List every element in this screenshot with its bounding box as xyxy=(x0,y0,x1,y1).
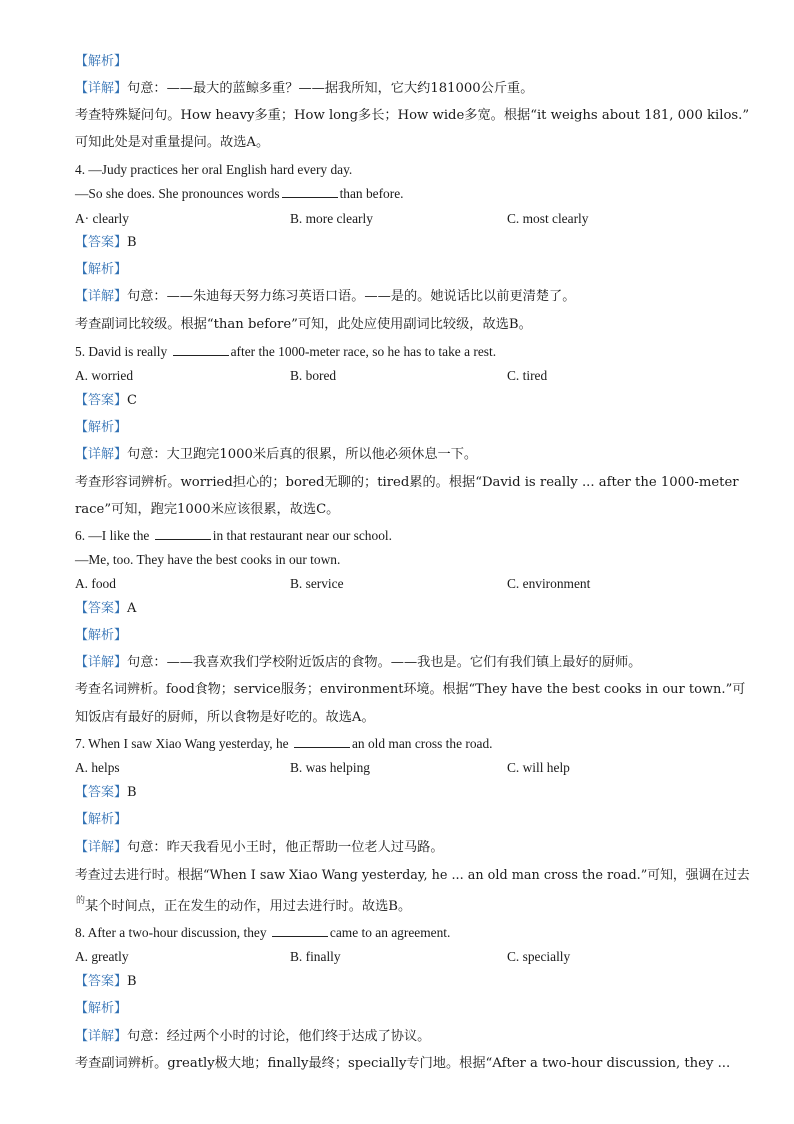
explanation-text: 考查特殊疑问句。How heavy多重；How long多长；How wide多宽。根据“it weighs about 181, 000 kilos.” xyxy=(75,108,750,123)
option-b: B. more clearly xyxy=(290,211,373,226)
answer-blank xyxy=(294,737,350,748)
section-tag: 【答案】 xyxy=(75,601,128,616)
text-span: came to an agreement. xyxy=(329,925,451,940)
text-span: 句意：昨天我看见小王时，他正帮助一位老人过马路。 xyxy=(127,840,444,855)
answer-line xyxy=(75,601,136,617)
text-span: than before. xyxy=(339,186,404,201)
section-tag: 【解析】 xyxy=(75,262,128,277)
explanation-text: 考查过去进行时。根据“When I saw Xiao Wang yesterday, he ... an old man cross the road.”可知，强调在过去 xyxy=(75,868,750,883)
section-tag: 【解析】 xyxy=(75,54,128,69)
analysis-heading xyxy=(75,420,127,436)
question-stem xyxy=(75,344,496,360)
text-span: 句意：大卫跑完1000米后真的很累，所以他必须休息一下。 xyxy=(127,447,478,462)
option-c: C. environment xyxy=(507,576,591,591)
analysis-heading xyxy=(75,54,127,70)
text-span: 7. When I saw Xiao Wang yesterday, he xyxy=(75,736,289,751)
text-span: 5. David is really xyxy=(75,344,168,359)
text-span: A xyxy=(127,601,137,616)
option-a: A· clearly xyxy=(75,211,129,226)
explanation-text: race”可知，跑完1000米应该很累，故选C。 xyxy=(75,502,340,517)
answer-line xyxy=(75,393,137,409)
question-stem: 4. —Judy practices her oral English hard every day. xyxy=(75,162,353,177)
text-span: an old man cross the road. xyxy=(351,736,493,751)
answer-blank xyxy=(282,187,338,198)
detail-paragraph xyxy=(75,447,477,463)
text-span: C xyxy=(127,393,137,408)
option-a: A. helps xyxy=(75,760,120,775)
option-b: B. service xyxy=(290,576,344,591)
option-b: B. was helping xyxy=(290,760,370,775)
section-tag: 【详解】 xyxy=(75,81,128,96)
explanation-text: 考查副词比较级。根据“than before”可知，此处应使用副词比较级，故选B。 xyxy=(75,317,532,332)
option-b: B. finally xyxy=(290,949,341,964)
answer-blank xyxy=(272,926,328,937)
analysis-heading xyxy=(75,1001,127,1017)
section-tag: 【答案】 xyxy=(75,235,128,250)
option-c: C. tired xyxy=(507,368,548,383)
section-tag: 【详解】 xyxy=(75,1029,128,1044)
explanation-text: 考查副词辨析。greatly极大地；finally最终；specially专门地。根据“After a two-hour discussion, they ... xyxy=(75,1056,731,1071)
text-span: 句意：——最大的蓝鲸多重？——据我所知，它大约181000公斤重。 xyxy=(127,81,534,96)
option-c: C. specially xyxy=(507,949,571,964)
section-tag: 【详解】 xyxy=(75,655,128,670)
section-tag: 【解析】 xyxy=(75,812,128,827)
margin-mark: 的 xyxy=(76,896,86,906)
text-span: B xyxy=(127,235,137,250)
option-b: B. bored xyxy=(290,368,337,383)
text-span: B xyxy=(127,974,137,989)
section-tag: 【答案】 xyxy=(75,785,128,800)
explanation-text: 知饭店有最好的厨师，所以食物是好吃的。故选A。 xyxy=(75,710,375,725)
text-span: 8. After a two-hour discussion, they xyxy=(75,925,267,940)
option-a: A. greatly xyxy=(75,949,129,964)
answer-blank xyxy=(155,529,211,540)
answer-line xyxy=(75,235,137,251)
detail-paragraph xyxy=(75,81,533,97)
explanation-text: 可知此处是对重量提问。故选A。 xyxy=(75,135,270,150)
answer-line xyxy=(75,785,137,801)
section-tag: 【详解】 xyxy=(75,289,128,304)
answer-blank xyxy=(173,345,229,356)
text-span: in that restaurant near our school. xyxy=(212,528,392,543)
text-span: after the 1000-meter race, so he has to take a rest. xyxy=(230,344,497,359)
section-tag: 【解析】 xyxy=(75,1001,128,1016)
section-tag: 【解析】 xyxy=(75,628,128,643)
detail-paragraph xyxy=(75,289,575,305)
question-stem xyxy=(75,925,450,941)
text-span: 句意：经过两个小时的讨论，他们终于达成了协议。 xyxy=(127,1029,431,1044)
detail-paragraph xyxy=(75,655,641,671)
detail-paragraph xyxy=(75,840,444,856)
question-stem xyxy=(75,736,493,752)
text-span: 句意：——我喜欢我们学校附近饭店的食物。——我也是。它们有我们镇上最好的厨师。 xyxy=(127,655,642,670)
explanation-text: 考查名词辨析。food食物；service服务；environment环境。根据“They have the best cooks in our town.”可 xyxy=(75,682,746,697)
option-a: A. worried xyxy=(75,368,134,383)
explanation-text: 考查形容词辨析。worried担心的；bored无聊的；tired累的。根据“David is really ... after the 1000-meter xyxy=(75,475,739,490)
analysis-heading xyxy=(75,812,127,828)
section-tag: 【解析】 xyxy=(75,420,128,435)
question-stem xyxy=(75,528,392,544)
text-span: 句意：——朱迪每天努力练习英语口语。——是的。她说话比以前更清楚了。 xyxy=(127,289,576,304)
text-span: B xyxy=(127,785,137,800)
answer-line xyxy=(75,974,137,990)
detail-paragraph xyxy=(75,1029,430,1045)
option-c: C. will help xyxy=(507,760,570,775)
section-tag: 【答案】 xyxy=(75,393,128,408)
text-span: —So she does. She pronounces words xyxy=(75,186,280,201)
option-a: A. food xyxy=(75,576,116,591)
analysis-heading xyxy=(75,628,127,644)
explanation-text: 某个时间点，正在发生的动作，用过去进行时。故选B。 xyxy=(85,899,412,914)
analysis-heading xyxy=(75,262,127,278)
option-c: C. most clearly xyxy=(507,211,589,226)
question-stem xyxy=(75,186,404,202)
section-tag: 【答案】 xyxy=(75,974,128,989)
section-tag: 【详解】 xyxy=(75,840,128,855)
section-tag: 【详解】 xyxy=(75,447,128,462)
text-span: 6. —I like the xyxy=(75,528,150,543)
question-stem: —Me, too. They have the best cooks in our town. xyxy=(75,552,341,567)
